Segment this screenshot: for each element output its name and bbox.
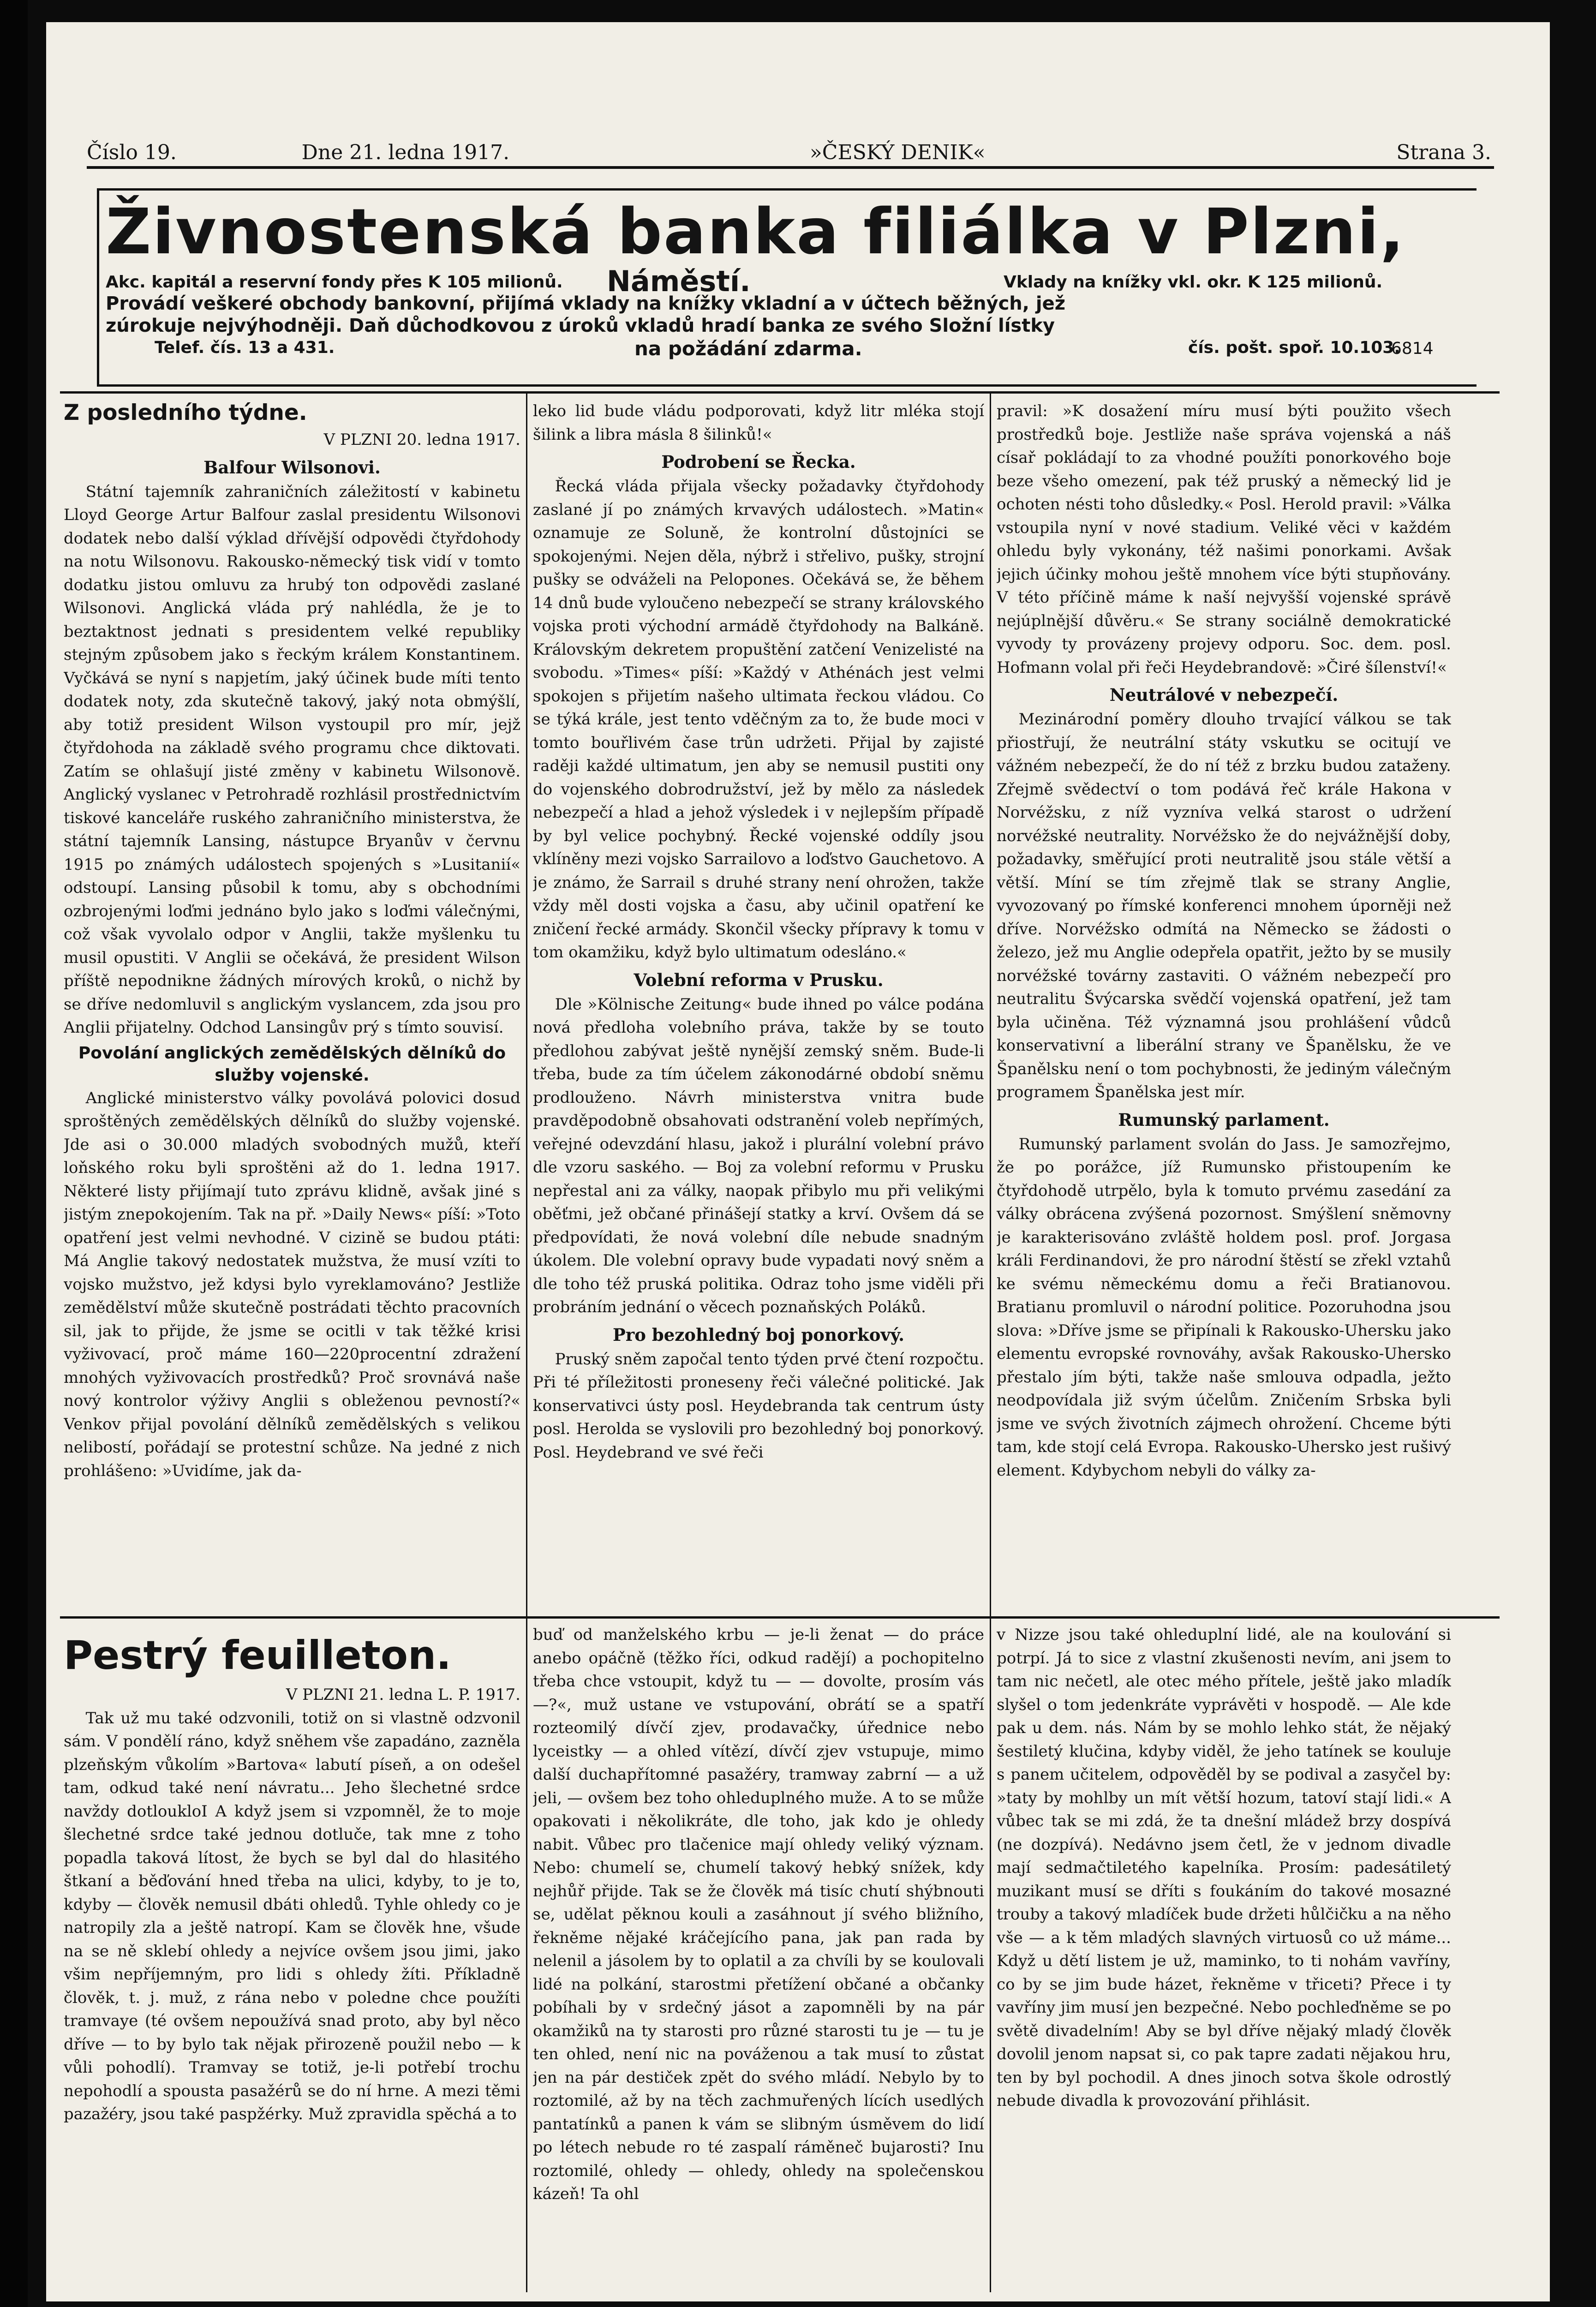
newspaper-name: »ČESKÝ DENIK« xyxy=(809,141,986,164)
article-continuation: leko lid bude vládu podporovati, když litr mléka stojí šilink a libra másla 8 šilinků!« xyxy=(533,402,984,444)
article-title: Povolání anglických zemědělských dělníků do služby vojenské. xyxy=(78,1043,506,1085)
feuilleton-text: Tak už mu také odzvonili, totiž on si vlastně odzvonil sám. V pondělí ráno, když sněhem vše zapadáno, zazněla plzeňským vůkolím »Bartova« labutí píseň, a on odešel tam, odkud také není návratu... Jeho šlechetné srdce navždy dotloukloI A když jsem si vzpomněl, že to moje šlechetné srdce také jednou dotluče, tak mne z toho popadla taková lítost, že bych se byl dal do hlasitého štkaní a běďování hned třeba na ulici, kdyby, to je to, kdyby — člověk nemusil dbáti ohledů. Tyhle ohledy co je natropily zla a ještě natropí. Kam se člověk hne, všude na se ně sklebí ohledy a nejvíce ovšem jsou jimi, jako všim nepříjemným, pro lidi s ohledy žíti. Příkladně člověk, t. j. muž, z rána nebo v poledne chce použíti tramvaye (té ovšem nepoužívá snad proto, aby byl něco dříve — to by bylo tak nějak přirozeně použil nebo — k vůli pohodlí). Tramvay se totiž, je-li potřebí trochu nepohodlí a spousta pasažérů se do ní hrne. A mezi těmi pazažéry, jsou také paspžérky. Muž zpravidla spěchá a to xyxy=(64,1709,520,2123)
feuilleton-column-rule-1 xyxy=(526,1619,527,2292)
article-title: Podrobení se Řecka. xyxy=(661,452,856,472)
feuilleton-column-1 xyxy=(64,1683,520,2292)
ad-interest: zúrokuje nejvýhodněji. Daň důchodkovou z úroků vkladů hradí banka ze svého Složní lístky xyxy=(106,315,1055,336)
article-text: Anglické ministerstvo války povolává polovici dosud sproštěných zemědělských dělníků do služby vojenské. Jde asi o 30.000 mladých svobodných mužů, kteří loňského roku byli sproštěni až do 1. ledna 1917. Některé listy přijímají tuto zprávu klidně, avšak jiné s jistým znepokojením. Tak na př. »Daily News« píší: »Toto opatření jest velmi nevhodné. V cizině se budou ptáti: Má Anglie takový nedostatek mužstva, že musí vzíti to vojsko mužstvo, jež kdysi bylo vyreklamováno? Jestliže zemědělství může skutečně postrádati těchto pracovních sil, jak to přijde, že jsme se ocitli v tak těžké krisi vyživovací, proč máme 160—220procentní zdražení mnohých vyživovacích prostředků? Proč srovnává naše nový kontrolor výživy Anglii s obleženou pevností?« Venkov přijal povolání dělníků zemědělských s velikou nelibostí, pořádají se protestní schůze. Na jedné z nich prohlášeno: »Uvidíme, jak da- xyxy=(64,1088,520,1480)
newspaper-page xyxy=(46,22,1550,2301)
ad-services: Provádí veškeré obchody bankovní, přijímá vklady na knížky vkladní a v účtech běžných, jež xyxy=(106,293,1065,314)
article-title: Pro bezohledný boj ponorkový. xyxy=(612,1324,905,1345)
article-title: Neutrálové v nebezpečí. xyxy=(1109,685,1339,705)
feuilleton-text: v Nizze jsou také ohleduplní lidé, ale na koulování si potrpí. Já to sice z vlastní zkušenosti nevím, ani jsem to tam nic nečetl, ale otec mého přítele, ještě jako mladík slyšel o tom jedenkráte vyprávěti v hospodě. — Ale kde pak u dem. nás. Nám by se mohlo lehko stát, že nějaký šestiletý klučina, kdyby viděl, že jeho tatínek se kouluje s panem učitelem, odpověděl by se podival a zasyčel by: »taty by mohlby un mít větší hozum, tatoví stají lidi.« A vůbec tak se mi zdá, že ta dnešní mládež brzy dospívá (ne dozpívá). Nedávno jsem četl, že v jednom divadle mají sedmačtiletého kapelníka. Prosím: padesátiletý muzikant musí se dříti s foukáním do takové mosazné trouby a takový mladíček bude držeti hůlčičku a na něho vše — a k těm mladých slavných virtuosů co už máme... Když u dětí listem je už, maminko, to ti nohám vavříny, co by se jim bude házet, řekněme v třiceti? Přece i ty vavříny jim musí jen bezpečné. Nebo pochleďněme se po světě divadelním! Aby se byl dříve nějaký mladý člověk dovolil jenom napsat si, co pak tapre zadati nějakou hru, ten by byl pochodil. A dnes jinoch sotva škole odrostlý nebude divadla k provozování přihlásit. xyxy=(997,1626,1451,2110)
ad-deposits: Vklady na knížky vkl. okr. K 125 milionů. xyxy=(1004,273,1383,292)
ad-bottom-rule xyxy=(60,391,1500,394)
page-header xyxy=(87,110,1491,164)
issue-date: Dne 21. ledna 1917. xyxy=(301,141,510,164)
ad-location: Náměstí. xyxy=(607,264,751,298)
column-rule-2 xyxy=(990,394,991,1616)
ad-postal: čís. pošt. spoř. 10.103. xyxy=(1188,338,1401,357)
feuilleton-column-2 xyxy=(533,1623,984,2292)
column-heading: Z posledního týdne. xyxy=(64,400,307,425)
ad-free: na požádání zdarma. xyxy=(634,337,862,360)
article-title: Rumunský parlament. xyxy=(1118,1109,1330,1130)
feuilleton-rule xyxy=(60,1616,1500,1619)
article-text: Pruský sněm započal tento týden prvé čtení rozpočtu. Při té příležitosti proneseny řeči válečné politické. Jak konservativci ústy posl. Heydebranda tak centrum ústy posl. Herolda se vyslovili pro bezohledný boj ponorkový. Posl. Heydebrand ve své řeči xyxy=(533,1350,984,1462)
ad-phone: Telef. čís. 13 a 431. xyxy=(155,338,335,357)
article-text: Mezinárodní poměry dlouho trvající válkou se tak přiostřují, že neutrální státy vskutku se ocitují ve vážném nebezpečí, že do ní též z brzku budou zataženy. Zřejmě svědectví o tom podává řeč krále Hakona v Norvéžsku, z níž vyzníva velká starost o udržení norvéžské neutrality. Norvéžsko že do nejvážnější doby, požadavky, směřující proti neutralitě jsou stále větší a větší. Míní se tím zřejmě tlak se strany Anglie, vyvozovaný po římské konferenci mnohem úporněji než dříve. Norvéžsko odmítá na Německo se žádosti o železo, jež mu Anglie odepřela opatřit, ježto by se musily norvéžské továrny zastaviti. O vážném nebezpečí pro neutralitu Švýcarska svědčí vojenská opatření, jež tam byla učiněna. Též významná jsou prohlášení vůdců konservativní a liberální strany ve Španělsku, že ve Španělsku není o tom pochybnosti, že jediným válečným programem Španělska jest mír. xyxy=(997,710,1451,1101)
article-text: Rumunský parlament svolán do Jass. Je samozřejmo, že po porážce, jíž Rumunsko přistoupením ke čtyřdohodě utrpělo, byla k tomuto prvému zasedání za války obrácena zvýšená pozornost. Smýšlení sněmovny je karakterisováno zvláště holdem posl. prof. Jorgasa králi Ferdinandovi, že pro národní štěstí se zřekl vztahů ke svému německému domu a řeči Bratianovou. Bratianu promluvil o národní politice. Pozoruhodna jsou slova: »Dříve jsme se připínali k Rakousko-Uhersku jako elementu evropské rovnováhy, avšak Rakousko-Uhersko přestalo jím býti, takže naše smlouva odpadla, ježto neodpovídala již svým účelům. Zničením Srbska byli jsme ve svých životních zájmech ohrožení. Chceme býti tam, kde stojí celá Evropa. Rakousko-Uhersko jest rušivý element. Kdybychom nebyli do války za- xyxy=(997,1135,1451,1480)
article-text: Dle »Kölnische Zeitung« bude ihned po válce podána nová předloha volebního práva, takže by se touto předlohou zabývat ještě nynější zemský sněm. Bude-li třeba, bude za tím účelem zákonodárné období sněmu prodlouženo. Návrh ministerstva vnitra bude pravděpodobně obsahovati odstranění voleb nepřímých, veřejné odevzdání hlasu, jakož i plurální volební právo dle vzoru saského. — Boj za volební reformu v Prusku nepřestal ani za války, naopak přibylo mu při velikými oběťmi, jež občané přinášejí statky a krví. Ovšem dá se předpovídati, že nová volební díle nebude snadným úkolem. Dle volební opravy bude vypadati nový sněm a dle toho též pruská politika. Odraz toho jsme viděli při probráním jednání o věcech poznaňských Poláků. xyxy=(533,995,984,1316)
column-3 xyxy=(997,400,1451,1613)
column-1 xyxy=(64,400,520,1613)
article-title: Volební reforma v Prusku. xyxy=(634,969,884,990)
issue-number: Číslo 19. xyxy=(87,141,177,164)
dateline: V PLZNI 21. ledna L. P. 1917. xyxy=(286,1685,520,1704)
article-continuation: pravil: »K dosažení míru musí býti použito všech prostředků boje. Jestliže naše správa vojenská a náš císař pokládají to za vhodné použíti ponorkového boje beze všeho omezení, pak též pruský a německý lid je ochoten nésti toho důsledky.« Posl. Herold pravil: »Válka vstoupila nyní v nové stadium. Veliké věci v každém ohledu byly vykonány, též našimi ponorkami. Avšak jejich účinky mohou ještě mnohem více býti stupňovány. V této příčině máme k naší nejvyšší vojenské správě nejúplnější důvěru.« Se strany sociálně demokratické vyvody ty provázeny projevy odporu. Soc. dem. posl. Hofmann volal při řeči Heydebrandově: »Čiré šílenství!« xyxy=(997,402,1451,677)
column-2 xyxy=(533,400,984,1613)
scan-dark-border xyxy=(0,0,28,2307)
bank-advertisement xyxy=(97,188,1476,387)
ad-code: 6814 xyxy=(1391,339,1434,358)
feuilleton-title: Pestrý feuilleton. xyxy=(64,1632,451,1679)
dateline: V PLZNI 20. ledna 1917. xyxy=(323,430,520,449)
feuilleton-column-3 xyxy=(997,1623,1451,2292)
article-title: Balfour Wilsonovi. xyxy=(203,457,381,478)
article-text: Řecká vláda přijala všecky požadavky čtyřdohody zaslané jí po známých krvavých událostech. »Matin« oznamuje ze Soluně, že kontrolní důstojníci se spokojenými. Nejen děla, nýbrž i střelivo, pušky, strojní pušky se odváželi na Pelopones. Očekává se, že během 14 dnů bude vyloučeno nebezpečí se strany královského vojska proti východní armádě čtyřdohody na Balkáně. Královským dekretem propuštění zatčení Venizelisté na svobodu. »Times« píší: »Každý v Athénách jest velmi spokojen s přijetím našeho ultimata řeckou vládou. Co se týká krále, jest tento vděčným za to, že bude moci v tomto bouřlivém čase trůn udržeti. Přijal by zajisté raději každé ultimatum, jen aby se nemusil pustiti ony do vojenského dobrodružství, jež by mělo za následek nebezpečí a hlad a jehož výsledek i v nejlepším případě by byl velice pochybný. Řecké vojenské oddíly jsou vklíněny mezi vojsko Sarrailovo a loďstvo Gauchetovo. A je známo, že Sarrail s druhé strany není ohrožen, takže vždy měl dosti vojska a času, aby učinil opatření ke zničení řecké armády. Skončil všecky přípravy k tomu v tom okamžiku, když bylo ultimatum odesláno.« xyxy=(533,477,984,962)
feuilleton-text: buď od manželského krbu — je-li ženat — do práce anebo opáčně (těžko říci, odkud radějí) a pochopitelno třeba chce vstoupit, když tu — — dovolte, prosím vás —?«, muž ustane ve vstupování, obrátí se a spatří rozteomilý dívčí zjev, prodavačky, úřednice nebo lyceistky — a ohled vítězí, dívčí zjev vstupuje, mimo další duchapřítomné pasažéry, tramway zabrní — a už jeli, — ovšem bez toho ohleduplného muže. A to se může opakovati i několikráte, dle toho, jak kdo je ohledy nabit. Vůbec pro tlačenice mají ohledy veliký význam. Nebo: chumelí se, chumelí takový hebký snížek, kdy nejhůř přijde. Tak se že člověk má tisíc chutí shýbnouti se, udělat pěknou kouli a zasáhnout jí svého bližního, řekněme nějaké kráčejícího pana, jak pan rada by nelenil a jásolem by to oplatil a za chvíli by se koulovali lidé na polkání, starostmi přetížení občané a občanky pobíhali by v srdečný jásot a zapomněli by na pár okamžiků na ty starosti pro různé starosti tu je — tu je ten ohled, není nic na pováženou a tak musí to zůstat jen na pár destiček zpět do svého mládí. Nebylo by to roztomilé, až by na těch zachmuřených lících usedlých pantatínků a panen k vám se slibným úsměvem do lidí po létech nebude ro té zaspalí ráměneč bujarosti? Inu roztomilé, ohledy — ohledy, ohledy na společenskou kázeň! Ta ohl xyxy=(533,1626,984,2203)
ad-capital: Akc. kapitál a reservní fondy přes K 105 milionů. xyxy=(106,273,563,292)
page-number: Strana 3. xyxy=(1396,141,1491,164)
column-rule-1 xyxy=(526,394,527,1616)
article-text: Státní tajemník zahraničních záležitostí v kabinetu Lloyd George Artur Balfour zaslal presidentu Wilsonovi dodatek nebo další výklad dřívější odpovědi čtyřdohody na notu Wilsonovu. Rakousko-německý tisk vidí v tomto dodatku jistou omluvu za hrubý ton odpovědi zaslané Wilsonovi. Anglická vláda prý nahlédla, že je to beztaktnost jednati s presidentem velké republiky stejným způsobem jako s řeckým králem Konstantinem. Vyčkává se nyní s napjetím, jaký účinek bude míti tento dodatek noty, zda skutečně takový, jaký nota obmýšlí, aby totiž president Wilson vystoupil pro mír, jejž čtyřdohoda na základě svého programu chce diktovati. Zatím se ohlašují jisté změny v kabinetu Wilsonově. Anglický vyslanec v Petrohradě rozhlásil prostřednictvím tiskové kanceláře ruského zahraničního ministerstva, že státní tajemník Lansing, nástupce Bryanův v červnu 1915 po známých událostech spojených s »Lusitanií« odstoupí. Lansing působil k tomu, aby s obchodními ozbrojenými loďmi jednáno bylo jako s loďmi válečnými, což však vyvolalo odpor v Anglii, takže myšlenku tu musil opustiti. V Anglii se očekává, že president Wilson příště nepodnikne žádných mírových kroků, o nichž by se dříve nedomluvil s anglickým vyslancem, zda jsou pro Anglii přijatelny. Odchod Lansingův prý s tímto souvisí. xyxy=(64,482,520,1037)
ad-title: Živnostenská banka filiálka v Plzni, xyxy=(106,196,1405,269)
feuilleton-column-rule-2 xyxy=(990,1619,991,2292)
header-rule xyxy=(87,166,1494,169)
